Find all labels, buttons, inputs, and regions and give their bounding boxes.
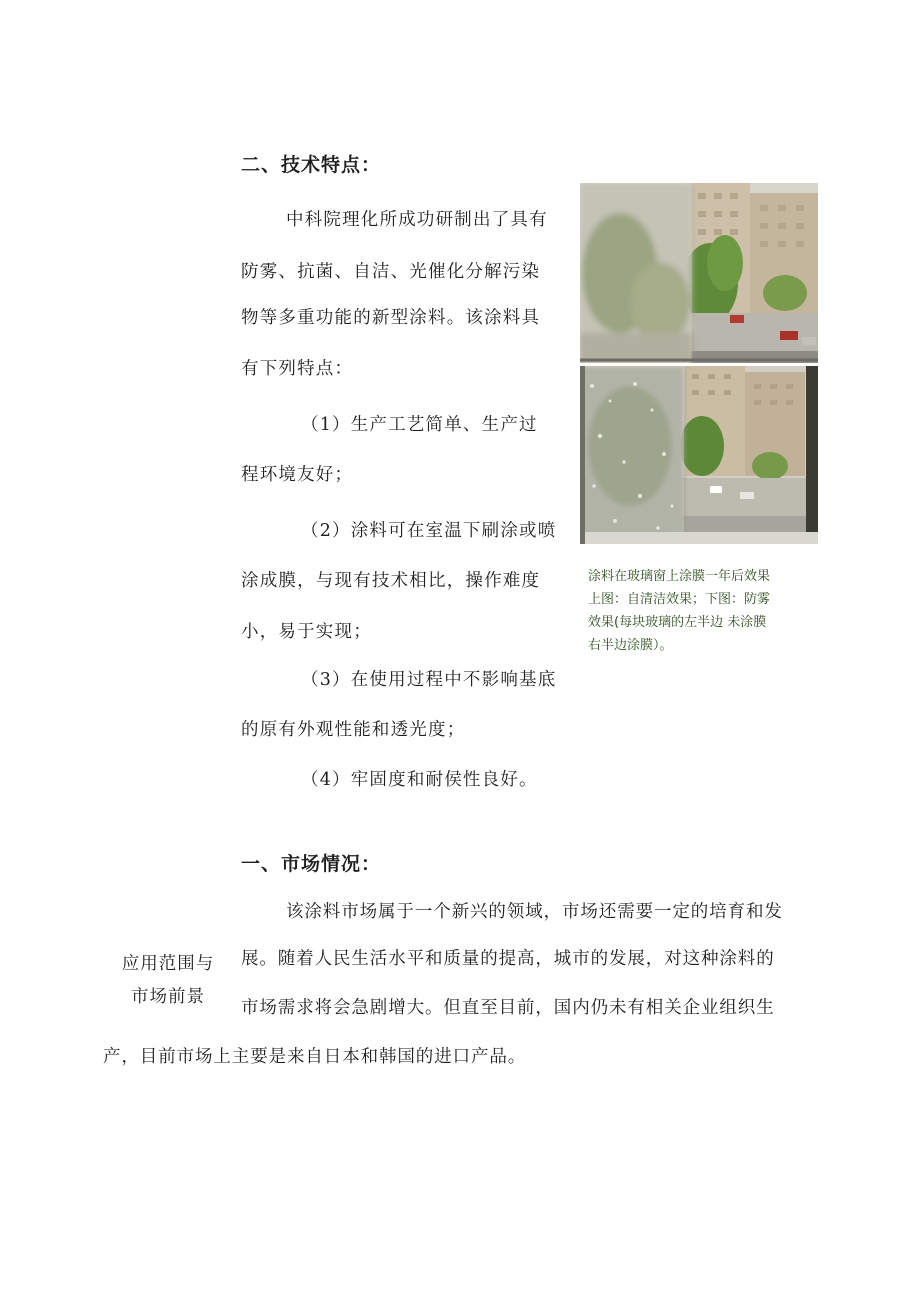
figure-caption-line-4: 右半边涂膜）。 bbox=[588, 638, 673, 653]
figure-caption-line-3: 效果(每块玻璃的左半边 未涂膜 bbox=[588, 615, 767, 630]
tech-line-12: （4）牢固度和耐侯性良好。 bbox=[301, 770, 538, 790]
market-line-4: 产，目前市场上主要是来自日本和韩国的进口产品。 bbox=[103, 1047, 527, 1067]
tech-line-1: 中科院理化所成功研制出了具有 bbox=[286, 210, 548, 230]
market-line-3: 市场需求将会急剧增大。但直至目前，国内仍未有相关企业组织生 bbox=[241, 998, 775, 1018]
tech-line-10: （3）在使用过程中不影响基底 bbox=[301, 670, 557, 690]
self-cleaning-photo bbox=[580, 183, 818, 363]
tech-line-11: 的原有外观性能和透光度； bbox=[241, 720, 466, 740]
figure-caption-line-1: 涂料在玻璃窗上涂膜一年后效果 bbox=[588, 569, 771, 584]
tech-line-7: （2）涂料可在室温下刷涂或喷 bbox=[301, 521, 557, 541]
tech-line-3: 物等多重功能的新型涂料。该涂料具 bbox=[241, 308, 541, 328]
tech-heading: 二、技术特点： bbox=[241, 154, 382, 176]
tech-line-5: （1）生产工艺简单、生产过 bbox=[301, 415, 538, 435]
anti-fog-photo bbox=[580, 366, 818, 544]
figure-caption-line-2: 上图：自清洁效果；下图：防雾 bbox=[588, 592, 771, 607]
market-heading: 一、市场情况： bbox=[241, 853, 382, 875]
tech-line-6: 程环境友好； bbox=[241, 465, 354, 485]
market-line-1: 该涂料市场属于一个新兴的领域，市场还需要一定的培育和发 bbox=[286, 902, 783, 922]
tech-line-2: 防雾、抗菌、自洁、光催化分解污染 bbox=[241, 262, 541, 282]
tech-line-4: 有下列特点： bbox=[241, 359, 354, 379]
tech-line-9: 小，易于实现； bbox=[241, 622, 372, 642]
sidebar-label-line-1: 应用范围与 bbox=[121, 954, 215, 974]
sidebar-label-line-2: 市场前景 bbox=[131, 987, 205, 1007]
market-line-2: 展。随着人民生活水平和质量的提高，城市的发展，对这种涂料的 bbox=[241, 949, 775, 969]
tech-line-8: 涂成膜，与现有技术相比，操作难度 bbox=[241, 571, 541, 591]
